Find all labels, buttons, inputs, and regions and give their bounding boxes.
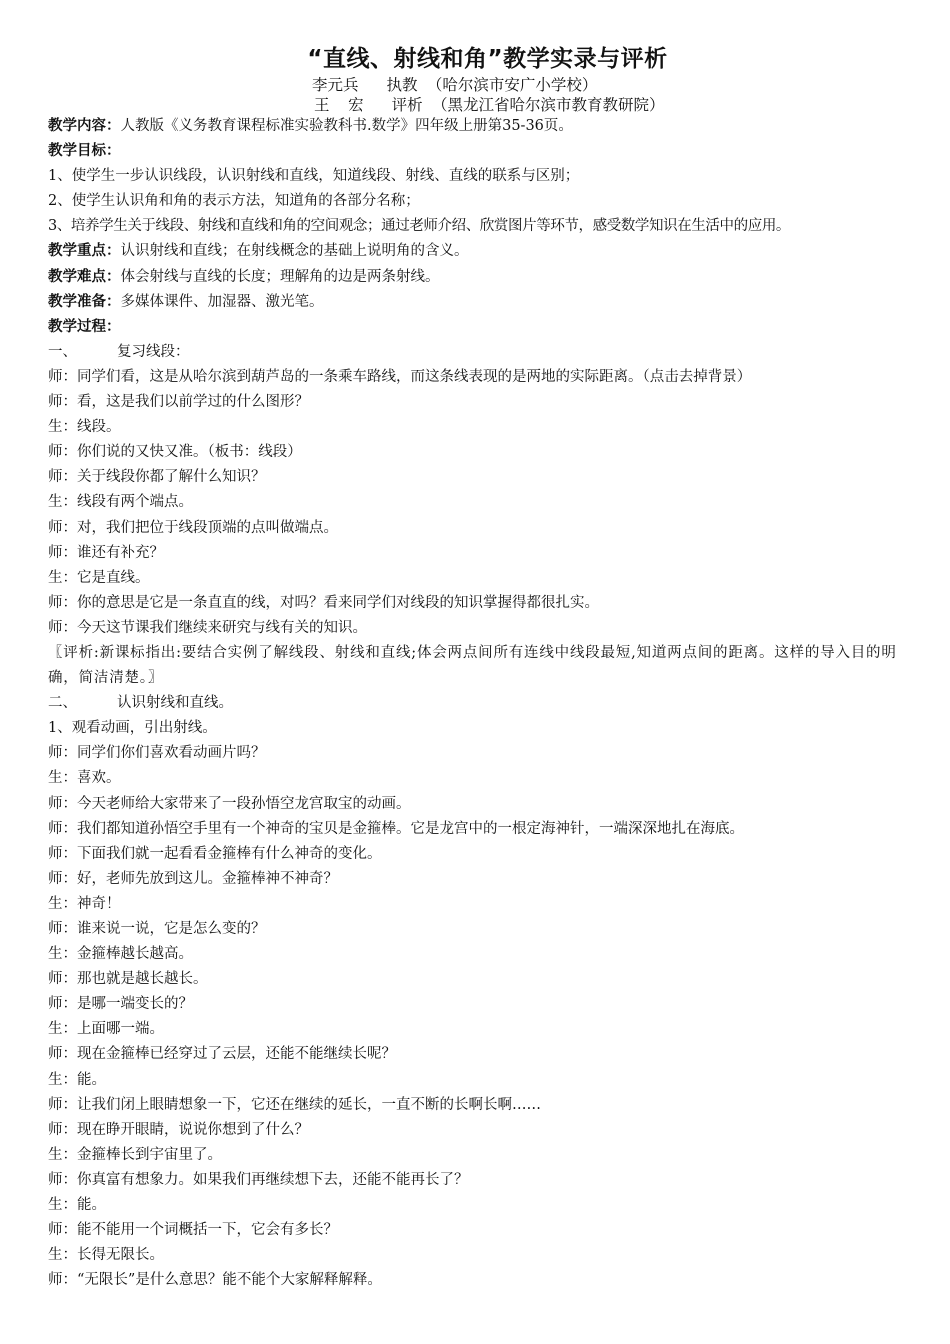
dialogue-line: 生：喜欢。 [48,770,121,787]
dialogue-line: 师：现在睁开眼睛，说说你想到了什么？ [48,1121,309,1138]
dialogue-line: 生：神奇！ [48,895,121,912]
teaching-goals-heading [48,139,910,164]
dialogue-line: 生：它是直线。 [48,569,150,586]
dialogue-line: 生：金箍棒越长越高。 [48,946,193,963]
teaching-goal-item: 3、培养学生关于线段、射线和直线和角的空间观念；通过老师介绍、欣赏图片等环节，感受数学知识在生活中的应用。 [48,218,791,235]
dialogue-line: 师：同学们看，这是从哈尔滨到葫芦岛的一条乘车路线，而这条线表现的是两地的实际距离。（点击去掉背景） [48,368,752,385]
dialogue-line: 1、观看动画，引出射线。 [48,720,217,737]
dialogue-line: 师：谁来说一说，它是怎么变的？ [48,921,266,937]
teaching-difficulty-text: 体会射线与直线的长度；理解角的边是两条射线。 [120,268,440,285]
dialogue-line: 生：线段有两个端点。 [48,494,193,511]
dialogue-line: 师：看，这是我们以前学过的什么图形？ [48,394,309,411]
dialogue-line: 生：长得无限长。 [48,1247,164,1264]
teaching-difficulties [48,265,910,290]
section-heading [48,691,910,716]
dialogue-line: 师：我们都知道孙悟空手里有一个神奇的宝贝是金箍棒。它是龙宫中的一根定海神针，一端深深地扎在海底。 [48,820,744,837]
dialogue-line: 师：下面我们就一起看看金箍棒有什么神奇的变化。 [48,845,382,862]
teaching-process-label: 教学过程： [48,318,121,335]
section-title: 复习线段： [117,343,190,360]
teaching-key-points [48,239,910,264]
dialogue-line: 师：对，我们把位于线段顶端的点叫做端点。 [48,519,338,536]
section-number: 一、 [48,343,77,360]
teaching-difficulty-label: 教学难点： [48,268,121,285]
teaching-content-label: 教学内容： [48,118,121,134]
section-title: 认识射线和直线。 [117,695,233,712]
teaching-goal-item: 2、使学生认识角和角的表示方法，知道角的各部分名称； [48,193,420,210]
author-line-teacher: 李元兵 执教 （哈尔滨市安广小学校） [312,76,598,94]
dialogue-line: 师：你真富有想象力。如果我们再继续想下去，还能不能再长了？ [48,1171,469,1188]
dialogue-line: 师：谁还有补充？ [48,544,164,561]
teaching-prep-label: 教学准备： [48,293,121,310]
teaching-process-heading [48,315,910,340]
teaching-content-text: 人教版《义务教育课程标准实验教科书.数学》四年级上册第35-36页。 [120,118,573,134]
teaching-goal-item: 1、使学生一步认识线段，认识射线和直线，知道线段、射线、直线的联系与区别； [48,168,580,185]
teaching-goals-label: 教学目标： [48,143,121,160]
dialogue-line: 师：“无限长”是什么意思？能不能个大家解释解释。 [48,1272,382,1289]
dialogue-line: 师：让我们闭上眼睛想象一下，它还在继续的延长，一直不断的长啊长啊…… [48,1096,541,1113]
dialogue-line: 师：你的意思是它是一条直直的线，对吗？看来同学们对线段的知识掌握得都很扎实。 [48,594,599,611]
teaching-preparation [48,290,910,315]
teaching-key-label: 教学重点： [48,243,121,260]
dialogue-line: 师：现在金箍棒已经穿过了云层，还能不能继续长呢？ [48,1046,396,1063]
dialogue-line: 师：今天这节课我们继续来研究与线有关的知识。 [48,619,367,636]
section-number: 二、 [48,695,77,712]
dialogue-line: 师：能不能用一个词概括一下，它会有多长？ [48,1222,338,1239]
author-line-reviewer: 王 宏 评析 （黑龙江省哈尔滨市教育教研院） [314,96,665,114]
dialogue-line: 生：能。 [48,1071,106,1088]
teaching-prep-text: 多媒体课件、加湿器、激光笔。 [120,293,324,310]
dialogue-line: 生：金箍棒长到宇宙里了。 [48,1146,222,1163]
dialogue-line: 生：线段。 [48,419,121,436]
document-title: “直线、射线和角”教学实录与评析 [307,46,668,72]
dialogue-line: 师：你们说的又快又准。（板书：线段） [48,444,302,461]
teaching-key-text: 认识射线和直线；在射线概念的基础上说明角的含义。 [120,243,469,260]
review-comment: 〖评析:新课标指出:要结合实例了解线段、射线和直线;体会两点间所有连线中线段最短,知道两点间的距离。这样的导入目的明确，简洁清楚。〗 [48,644,897,687]
dialogue-line: 生：能。 [48,1197,106,1214]
document-body [48,114,910,1293]
section-heading [48,340,910,365]
dialogue-line: 师：同学们你们喜欢看动画片吗？ [48,745,266,762]
teaching-content [48,114,910,139]
dialogue-line: 师：是哪一端变长的？ [48,996,193,1013]
dialogue-line: 师：今天老师给大家带来了一段孙悟空龙宫取宝的动画。 [48,795,411,812]
dialogue-line: 师：那也就是越长越长。 [48,971,208,988]
dialogue-line: 师：好，老师先放到这儿。金箍棒神不神奇？ [48,870,338,887]
dialogue-line: 师：关于线段你都了解什么知识？ [48,469,266,486]
dialogue-line: 生：上面哪一端。 [48,1021,164,1038]
